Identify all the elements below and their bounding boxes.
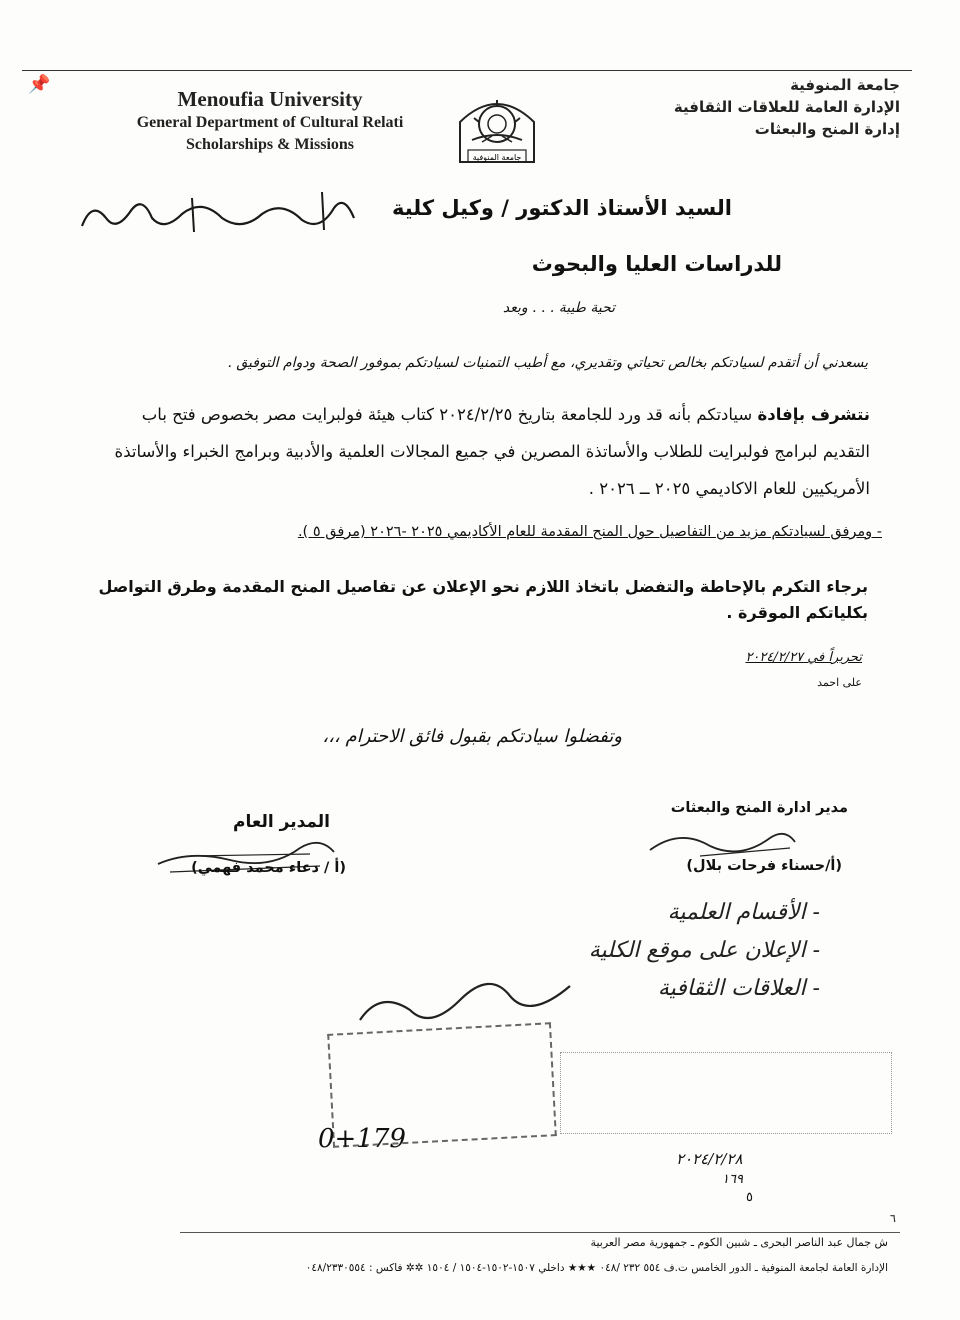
section-name-en: Scholarships & Missions <box>185 136 355 153</box>
greeting: تحية طيبة . . . وبعد <box>502 300 615 316</box>
main-paragraph-text: سيادتكم بأنه قد ورد للجامعة بتاريخ ٢٠٢٤/٢/٢٥ كتاب هيئة فولبرايت مصر بخصوص فتح باب التقديم لبرامج فولبرايت للطلاب والأساتذة المصرين في جميع المجالات العلمية والأدبية وبرامج الخبراء والأساتذة الأمريكيين للعام الاكاديمي ٢٠٢٥ ــ ٢٠٢٦ . <box>114 405 870 498</box>
pin-icon: 📌 <box>28 74 51 95</box>
logo-text: جامعة المنوفية <box>472 153 522 162</box>
signature-left-name: (أ / دعاء محمد فهمي) <box>191 860 346 876</box>
writer-name: على احمد <box>817 676 862 689</box>
section-name-ar: إدارة المنح والبعثات <box>754 120 900 138</box>
stamp-number: 0+179 <box>318 1124 406 1154</box>
faculty-stamp <box>560 1052 892 1134</box>
department-name-en: General Department of Cultural Relati <box>136 114 404 131</box>
stamp-code: ٥ <box>746 1190 753 1205</box>
footer-rule <box>180 1232 900 1233</box>
intro-paragraph: يسعدني أن أتقدم لسيادتكم بخالص تحياتي وتقديري، مع أطيب التمنيات لسيادتكم بموفور الصحة ودوام التوفيق . <box>227 355 868 371</box>
handwritten-faculty-name <box>72 188 362 238</box>
university-logo-icon <box>452 92 542 166</box>
signature-left-title: المدير العام <box>233 812 330 832</box>
footer-contacts: الإدارة العامة لجامعة المنوفية ـ الدور الخامس ت.ف ٥٥٤ ٢٣٢ /٠٤٨ ★★★ داخلي ١٥٠٧-١٥٠٢-١٥٠٤ / ١٥٠٤ ✲✲ فاكس : ٠٤٨/٢٣٣٠٥٥٤ <box>305 1262 888 1274</box>
handwritten-faculty-text: الحاسبات والمعلومات <box>217 236 226 237</box>
footer-address: ش جمال عبد الناصر البحرى ـ شبين الكوم ـ جمهورية مصر العربية <box>590 1236 888 1249</box>
university-name-ar: جامعة المنوفية <box>790 76 900 94</box>
stamp-date: ٢٠٢٤/٢/٢٨ <box>676 1150 743 1168</box>
handwritten-note-1: - الأقسام العلمية <box>667 900 820 925</box>
signature-right-title: مدير ادارة المنح والبعثات <box>670 800 848 816</box>
page-number: ٦ <box>890 1212 896 1225</box>
stamp-ref: ١٦٩ <box>722 1172 743 1187</box>
header-english <box>120 86 420 156</box>
handwritten-note-2: - الإعلان على موقع الكلية <box>588 938 820 963</box>
addressee-line-1: السيد الأستاذ الدكتور / وكيل كلية <box>391 196 732 220</box>
handwritten-note-3: - العلاقات الثقافية <box>657 976 820 1001</box>
main-paragraph-lead: نتشرف بإفادة <box>757 405 870 424</box>
addressee-line-2: للدراسات العليا والبحوث <box>531 252 782 276</box>
university-name-en: Menoufia University <box>177 87 363 111</box>
attachment-note: - ومرفق لسيادتكم مزيد من التفاصيل حول المنح المقدمة للعام الأكاديمي ٢٠٢٥ -٢٠٢٦ (مرفق ٥ ). <box>297 524 882 540</box>
request-paragraph: برجاء التكرم بالإحاطة والتفضل باتخاذ اللازم نحو الإعلان عن تفاصيل المنح المقدمة وطرق التواصل بكلياتكم الموقرة . <box>98 577 868 622</box>
main-paragraph <box>100 396 870 507</box>
closing-line: وتفضلوا سيادتكم بقبول فائق الاحترام ،،، <box>322 726 622 747</box>
department-name-ar: الإدارة العامة للعلاقات الثقافية <box>673 98 900 116</box>
signature-right-name: (أ/حسناء فرحات بلال) <box>686 858 842 874</box>
header-arabic <box>640 74 900 140</box>
written-date: تحريراً في ٢٠٢٤/٢/٢٧ <box>745 650 862 665</box>
